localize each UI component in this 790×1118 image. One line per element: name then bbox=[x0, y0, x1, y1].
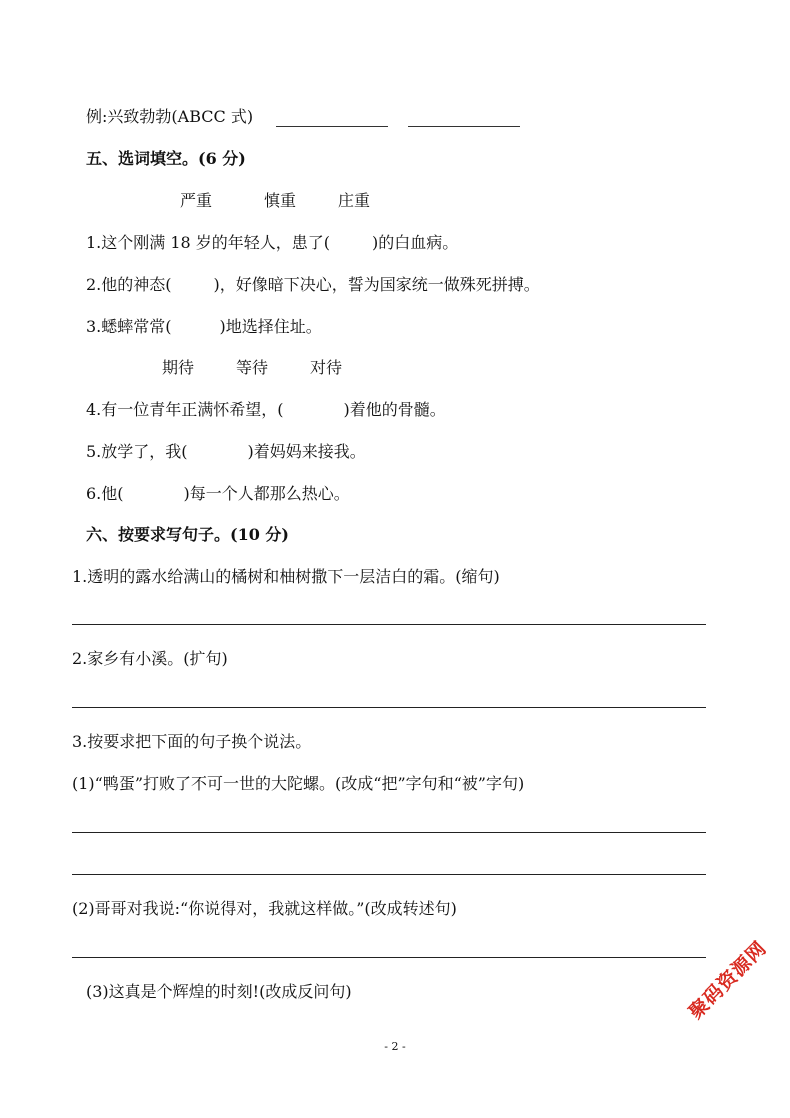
section5-heading: 五、选词填空。(6 分) bbox=[86, 149, 246, 168]
word-option: 慎重 bbox=[264, 191, 297, 210]
page-number: - 2 - bbox=[384, 1040, 406, 1053]
section6-question-3: 3.按要求把下面的句子换个说法。 bbox=[72, 732, 312, 751]
answer-line[interactable] bbox=[72, 832, 706, 833]
question-text-after: )着妈妈来接我。 bbox=[247, 442, 366, 461]
word-option: 对待 bbox=[310, 358, 343, 377]
section5-question-4 bbox=[86, 399, 446, 421]
answer-line[interactable] bbox=[72, 707, 706, 708]
example-blank-2[interactable] bbox=[408, 126, 520, 127]
question-text-after: )，好像暗下决心，誓为国家统一做殊死拼搏。 bbox=[213, 275, 540, 294]
word-option: 期待 bbox=[162, 358, 195, 377]
section6-question-3-2: (2)哥哥对我说:“你说得对，我就这样做。”(改成转述句) bbox=[72, 899, 457, 918]
answer-line[interactable] bbox=[72, 624, 706, 625]
question-text-after: )地选择住址。 bbox=[219, 317, 322, 336]
question-text-after: )每一个人都那么热心。 bbox=[183, 484, 350, 503]
word-option: 严重 bbox=[180, 191, 213, 210]
question-text-after: )着他的骨髓。 bbox=[343, 400, 446, 419]
section5-question-6 bbox=[86, 483, 350, 505]
question-text-before: 4.有一位青年正满怀希望，( bbox=[86, 400, 284, 419]
example-blank-1[interactable] bbox=[276, 126, 388, 127]
question-text-before: 1.这个刚满 18 岁的年轻人，患了( bbox=[86, 233, 331, 252]
question-text-before: 3.蟋蟀常常( bbox=[86, 317, 172, 336]
section5-question-3 bbox=[86, 316, 322, 338]
question-text-before: 5.放学了，我( bbox=[86, 442, 188, 461]
question-text-before: 2.他的神态( bbox=[86, 275, 172, 294]
section6-question-2: 2.家乡有小溪。(扩句) bbox=[72, 649, 228, 668]
section6-question-1: 1.透明的露水给满山的橘树和柚树撒下一层洁白的霜。(缩句) bbox=[72, 567, 500, 586]
question-text-after: )的白血病。 bbox=[372, 233, 459, 252]
section6-question-3-3: (3)这真是个辉煌的时刻!(改成反问句) bbox=[86, 982, 352, 1001]
question-text-before: 6.他( bbox=[86, 484, 124, 503]
word-option: 等待 bbox=[236, 358, 269, 377]
answer-line[interactable] bbox=[72, 957, 706, 958]
section5-question-5 bbox=[86, 441, 366, 463]
example-line: 例:兴致勃勃(ABCC 式) bbox=[86, 107, 254, 126]
section5-question-2 bbox=[86, 274, 540, 296]
section6-heading: 六、按要求写句子。(10 分) bbox=[86, 525, 289, 544]
answer-line[interactable] bbox=[72, 874, 706, 875]
word-option: 庄重 bbox=[338, 191, 371, 210]
watermark-logo: 聚码资源网 bbox=[684, 937, 772, 1024]
section6-question-3-1: (1)“鸭蛋”打败了不可一世的大陀螺。(改成“把”字句和“被”字句) bbox=[72, 774, 525, 793]
section5-question-1 bbox=[86, 232, 458, 254]
